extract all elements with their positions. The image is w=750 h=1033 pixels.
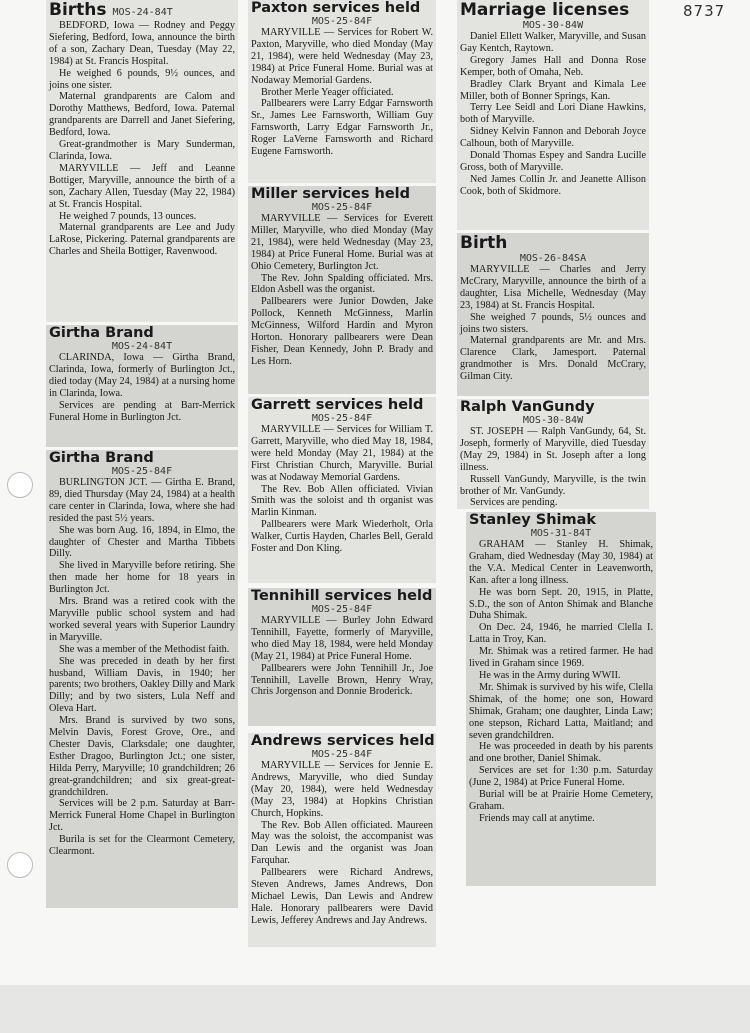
clipping-title: Births [49, 0, 107, 20]
clipping-title: Paxton services held [251, 0, 421, 16]
paragraph: Maternal grandparents are Mr. and Mrs. Clarence Clark, Jamesport. Paternal grandmother is Mrs. Donald McCrary, Gilman City. [460, 335, 646, 383]
clipping-title: Miller services held [251, 186, 411, 202]
paragraph: MARYVILLE — Services for Everett Miller, Maryville, who died Monday (May 21, 1984), were held Wednesday (May 23, 1984) at Price Funeral Home. Burial was at Ohio Cemetery, Burlington Jct. [251, 213, 433, 272]
clipping-stanley-shimak [466, 512, 656, 886]
clipping-title: Garrett services held [251, 397, 424, 413]
page-bottom-margin [0, 985, 750, 1033]
paragraph: Brother Merle Yeager officiated. [261, 86, 394, 98]
clipping-miller-services [248, 186, 436, 394]
handwritten-date: MOS-30-84W [522, 415, 584, 426]
clipping-title: Stanley Shimak [469, 512, 597, 528]
clipping-body [460, 264, 646, 383]
paragraph: Pallbearers were Mark Wiederholt, Orla Walker, Curtis Hayden, Charles Bell, Gerald Foster and Don Kling. [251, 519, 433, 555]
paragraph: MARYVILLE — Jeff and Leanne Bottiger, Maryville, announce the birth of a son, Zachary Allen, Tuesday (May 22, 1984) at St. Francis Hospital. [49, 162, 235, 210]
paragraph: He weighed 7 pounds, 13 ounces. [59, 210, 197, 222]
clipping-body [460, 31, 646, 198]
paragraph: Maternal grandparents are Calom and Dorothy Matthews, Bedford, Iowa. Paternal grandparents are Darrell and Janet Siefering, Bedford, Iowa. [49, 91, 235, 139]
paragraph: Terry Lee Seidl and Lori Diane Hawkins, both of Maryville. [460, 102, 646, 126]
paragraph: Sidney Kelvin Fannon and Deborah Joyce Calhoun, both of Maryville. [460, 126, 646, 150]
binder-hole-bottom [7, 852, 33, 878]
paragraph: Donald Thomas Espey and Sandra Lucille Gross, both of Maryville. [460, 150, 646, 173]
binder-hole-top [7, 472, 33, 498]
paragraph: Pallbearers were Junior Dowden, Jake Pollock, Kenneth McGinness, Marlin McGinness, Wilford Hardin and Myron Horton. Honorary pallbearers were Dean Fisher, Dean Kennedy, John P. Brady and Les Horn. [251, 296, 433, 367]
handwritten-date: MOS-26-84SA [519, 253, 587, 264]
paragraph: Ned James Collin Jr. and Jeanette Allison Cook, both of Skidmore. [460, 173, 646, 197]
handwritten-date: MOS-31-84T [530, 528, 592, 539]
clipping-title: Birth [460, 233, 508, 253]
paragraph: MARYVILLE — Services for William T. Garrett, Maryville, who died May 18, 1984, were held Monday (May 21, 1984) at the First Christian Church, Maryville. Burial was at Nodaway Memorial Gardens. [251, 424, 433, 483]
paragraph: Burial will be at Prairie Home Cemetery, Graham. [469, 789, 653, 812]
paragraph: CLARINDA, Iowa — Girtha Brand, Clarinda, Iowa, formerly of Burlington Jct., died today (May 24, 1984) at a nursing home in Clarinda, Iowa. [49, 352, 235, 399]
paragraph: Services are set for 1:30 p.m. Saturday (June 2, 1984) at Price Funeral Home. [469, 765, 653, 789]
paragraph: She was preceded in death by her first husband, William Davis, in 1940; her parents; two brothers, Oakley Dilly and Mark Dilly; and by two sisters, Lula Neff and Oleva Hart. [49, 655, 235, 715]
clipping-andrews-services [248, 733, 436, 947]
paragraph: MARYVILLE — Services for Jennie E. Andrews, Maryville, who died Sunday (May 20, 1984), were held Wednesday (May 23, 1984) at Hopkins Christian Church, Hopkins. [251, 760, 433, 819]
handwritten-date: MOS-25-84F [311, 749, 373, 760]
paragraph: ST. JOSEPH — Ralph VanGundy, 64, St. Joseph, formerly of Maryville, died Tuesday (May 29, 1984) in St. Joseph after a long illness. [460, 426, 646, 473]
paragraph: MARYVILLE — Burley John Edward Tennihill, Fayette, formerly of Maryville, who died May 18, 1984, were held Monday (May 21, 1984) at Price Funeral Home. [251, 615, 433, 662]
clipping-body [469, 539, 653, 825]
paragraph: He weighed 6 pounds, 9½ ounces, and joins one sister. [49, 67, 235, 91]
paragraph: Bradley Clark Bryant and Kimala Lee Miller, both of Bonner Springs, Kan. [460, 78, 646, 102]
clipping-girtha-brand-notice [46, 325, 238, 447]
clipping-body [251, 615, 433, 698]
clipping-births [46, 0, 238, 322]
handwritten-date: MOS-24-84T [112, 7, 173, 18]
clipping-ralph-vangundy [457, 399, 649, 509]
clipping-birth [457, 233, 649, 396]
handwritten-date: MOS-24-84T [111, 341, 173, 352]
handwritten-date: MOS-25-84F [311, 16, 373, 27]
paragraph: She lived in Maryville before retiring. She then made her home for 18 years in Burlington Jct. [49, 560, 235, 596]
paragraph: MARYVILLE — Services for Robert W. Paxton, Maryville, who died Monday (May 21, 1984), were held Wednesday (May 23, 1984) at Price Funeral Home. Burial was at Nodaway Memorial Gardens. [251, 27, 433, 86]
clipping-girtha-brand-obituary [46, 450, 238, 908]
clipping-body [49, 20, 235, 258]
paragraph: Friends may call at anytime. [479, 812, 595, 824]
paragraph: Pallbearers were John Tennihill Jr., Joe Tennihill, Lavelle Brown, Henry Wray, Chris Jorgenson and Donnie Broderick. [251, 662, 433, 698]
paragraph: Services will be 2 p.m. Saturday at Barr-Merrick Funeral Home Chapel in Burlington Jct. [49, 798, 235, 834]
clipping-body [251, 424, 433, 555]
paragraph: She weighed 7 pounds, 5½ ounces and joins two sisters. [460, 311, 646, 335]
clipping-marriage-licenses [457, 0, 649, 230]
paragraph: Pallbearers were Richard Andrews, Steven Andrews, James Andrews, Don Michael Lewis, Dan Lewis and Andrew Hale. Honorary pallbearers were David Lewis, Jefferey Andrews and Jay Andrews. [251, 867, 433, 926]
clipping-paxton-services [248, 0, 436, 183]
paragraph: The Rev. Bob Allen officiated. Vivian Smith was the soloist and th organist was Marlin Kinman. [251, 483, 433, 519]
clipping-body [49, 477, 235, 858]
handwritten-date: MOS-30-84W [522, 20, 584, 31]
paragraph: Mrs. Brand was a retired cook with the Maryville public school system and had worked several years with Superior Laundry in Maryville. [49, 596, 235, 643]
paragraph: She was a member of the Methodist faith. [59, 643, 230, 655]
paragraph: Burila is set for the Clearmont Cemetery, Clearmont. [49, 834, 235, 858]
paragraph: Daniel Ellett Walker, Maryville, and Susan Gay Kentch, Raytown. [460, 31, 646, 54]
handwritten-date: MOS-25-84F [311, 604, 373, 615]
paragraph: Maternal grandparents are Lee and Judy LaRose, Pickering. Paternal grandparents are Charles and Sheila Bottiger, Ravenwood. [49, 222, 235, 258]
clipping-garrett-services [248, 397, 436, 583]
clipping-body [49, 352, 235, 423]
page-reference-number: 8737 [683, 2, 726, 20]
paragraph: Mr. Shimak was a retired farmer. He had lived in Graham since 1969. [469, 646, 653, 670]
paragraph: Services are pending. [470, 497, 558, 509]
paragraph: BURLINGTON JCT. — Girtha E. Brand, 89, died Thursday (May 24, 1984) at a health care center in Clarinda, Iowa, where she had resided the past 5½ years. [49, 477, 235, 524]
paragraph: Mr. Shimak is survived by his wife, Clella Shimak, of the home; one son, Howard Shimak, Graham; one daughter, Linda Law; one stepson, Richard Latta, Maitland; and seven grandchildren. [469, 681, 653, 741]
paragraph: He was in the Army during WWII. [479, 669, 621, 681]
clipping-tennihill-services [248, 588, 436, 726]
paragraph: MARYVILLE — Charles and Jerry McCrary, Maryville, announce the birth of a daughter, Lisa Michelle, Wednesday (May 23, 1984) at St. Francis Hospital. [460, 264, 646, 311]
paragraph: On Dec. 24, 1946, he married Clella I. Latta in Troy, Kan. [469, 622, 653, 646]
paragraph: GRAHAM — Stanley H. Shimak, Graham, died Wednesday (May 30, 1984) at the V.A. Medical Center in Leavenworth, Kan. after a long illness. [469, 539, 653, 586]
clipping-body [251, 27, 433, 158]
clipping-body [460, 426, 646, 509]
clipping-title: Ralph VanGundy [460, 399, 595, 415]
paragraph: Russell VanGundy, Maryville, is the twin brother of Mr. VanGundy. [460, 473, 646, 497]
paragraph: The Rev. John Spalding officiated. Mrs. Eldon Asbell was the organist. [251, 272, 433, 296]
paragraph: Gregory James Hall and Donna Rose Kemper, both of Omaha, Neb. [460, 54, 646, 78]
clipping-title: Andrews services held [251, 733, 435, 749]
clipping-title: Girtha Brand [49, 450, 154, 466]
paragraph: She was born Aug. 16, 1894, in Elmo, the daughter of Chester and Martha Tibbets Dilly. [49, 524, 235, 560]
paragraph: Great-grandmother is Mary Sunderman, Clarinda, Iowa. [49, 139, 235, 162]
paragraph: He was born Sept. 20, 1915, in Platte, S.D., the son of Anton Shimak and Blanche Duha Shimak. [469, 586, 653, 622]
paragraph: He was proceeded in death by his parents and one brother, Daniel Shimak. [469, 741, 653, 765]
handwritten-date: MOS-25-84F [311, 413, 373, 424]
paragraph: Mrs. Brand is survived by two sons, Melvin Davis, Forest Grove, Ore., and Chester Davis, Clarksdale; one daughter, Esther Dragoo, Burlington Jct.; one sister, Hilda Perry, Maryville; 10 grandchildren; 26 great-grandchildren; and six great-great-grandchildren. [49, 715, 235, 798]
paragraph: The Rev. Bob Allen officiated. Maureen May was the soloist, the accompanist was Dan Lewis and the organist was Joan Farquhar. [251, 819, 433, 867]
clipping-title: Tennihill services held [251, 588, 433, 604]
clipping-title: Marriage licenses [460, 0, 630, 20]
clipping-title: Girtha Brand [49, 325, 154, 341]
paragraph: Pallbearers were Larry Edgar Farnsworth Sr., James Lee Farnsworth, William Guy Farnsworth, Larry Edgar Farnsworth Jr., Roger LaVerne Farnsworth and Richard Eugene Farnsworth. [251, 98, 433, 158]
clipping-body [251, 213, 433, 368]
clipping-body [251, 760, 433, 927]
paragraph: BEDFORD, Iowa — Rodney and Peggy Siefering, Bedford, Iowa, announce the birth of a son, Zachary Dean, Tuesday (May 22, 1984) at St. Francis Hospital. [49, 20, 235, 67]
paragraph: Services are pending at Barr-Merrick Funeral Home in Burlington Jct. [49, 399, 235, 423]
handwritten-date: MOS-25-84F [111, 466, 173, 477]
handwritten-date: MOS-25-84F [311, 202, 373, 213]
